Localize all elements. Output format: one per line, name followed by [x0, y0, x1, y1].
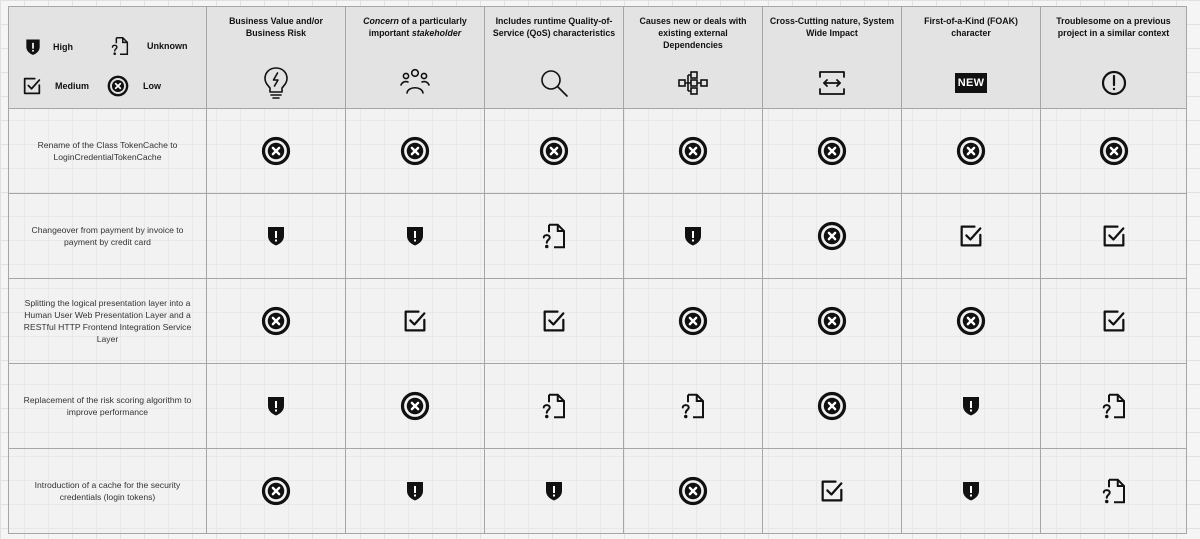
circle-x-icon	[1097, 134, 1131, 168]
shield-exclamation-icon	[676, 219, 710, 253]
checkbox-checked-icon	[537, 304, 571, 338]
rating-cell	[346, 449, 485, 534]
shield-exclamation-icon	[398, 474, 432, 508]
column-header	[485, 6, 624, 109]
rating-cell	[763, 109, 902, 194]
column-header	[346, 6, 485, 109]
circle-x-icon	[537, 134, 571, 168]
circle-x-icon	[676, 134, 710, 168]
shield-exclamation-icon	[398, 219, 432, 253]
column-title: Cross-Cutting nature, System Wide Impact	[769, 16, 895, 38]
magnifier-icon	[536, 65, 572, 101]
shield-exclamation-icon	[259, 219, 293, 253]
shield-exclamation-icon	[954, 474, 988, 508]
row-label	[8, 449, 207, 534]
column-header	[1041, 6, 1187, 109]
shield-exclamation-icon	[537, 474, 571, 508]
rating-cell	[207, 109, 346, 194]
circle-x-icon	[954, 134, 988, 168]
people-group-icon	[397, 65, 433, 101]
checkbox-checked-icon	[1097, 219, 1131, 253]
rating-cell	[1041, 364, 1187, 449]
circle-x-icon	[259, 134, 293, 168]
checkbox-checked-icon	[815, 474, 849, 508]
document-question-icon	[109, 35, 131, 57]
rating-cell	[207, 449, 346, 534]
rating-cell	[1041, 109, 1187, 194]
circle-x-icon	[815, 389, 849, 423]
column-title: First-of-a-Kind (FOAK) character	[924, 16, 1018, 38]
rating-cell	[763, 449, 902, 534]
circle-x-icon	[398, 134, 432, 168]
rating-cell	[346, 194, 485, 279]
row-label-text: Splitting the logical presentation layer into a Human User Web Presentation Layer and a RESTful HTTP Frontend Integration Service Layer	[23, 298, 192, 344]
legend-item-unknown	[109, 35, 188, 57]
column-title: Concern of a particularly important stakeholder	[363, 16, 467, 38]
rating-cell	[624, 279, 763, 364]
rating-cell	[902, 194, 1041, 279]
new-badge-icon	[953, 65, 989, 101]
document-question-icon	[537, 389, 571, 423]
column-title: Causes new or deals with existing external Dependencies	[639, 16, 747, 50]
circle-x-icon	[676, 304, 710, 338]
circle-x-icon	[259, 474, 293, 508]
row-label	[8, 364, 207, 449]
rating-cell	[485, 109, 624, 194]
rating-cell	[346, 109, 485, 194]
exclamation-circle-icon	[1096, 65, 1132, 101]
rating-cell	[485, 279, 624, 364]
legend	[8, 6, 207, 109]
column-header	[207, 6, 346, 109]
rating-cell	[207, 194, 346, 279]
legend-item-low	[107, 75, 161, 97]
rating-cell	[485, 364, 624, 449]
rating-cell	[1041, 279, 1187, 364]
row-label-text: Rename of the Class TokenCache to LoginCredentialTokenCache	[37, 140, 178, 162]
row-label-text: Introduction of a cache for the security credentials (login tokens)	[34, 480, 181, 502]
shield-exclamation-icon	[259, 389, 293, 423]
shield-exclamation-icon	[954, 389, 988, 423]
rating-cell	[346, 279, 485, 364]
rating-cell	[902, 364, 1041, 449]
rating-cell	[624, 194, 763, 279]
hierarchy-icon	[675, 65, 711, 101]
row-label	[8, 194, 207, 279]
rating-cell	[624, 364, 763, 449]
rating-cell	[902, 279, 1041, 364]
legend-item-high	[23, 37, 73, 57]
circle-x-icon	[398, 389, 432, 423]
rating-cell	[207, 364, 346, 449]
circle-x-icon	[107, 75, 129, 97]
circle-x-icon	[815, 304, 849, 338]
column-header	[902, 6, 1041, 109]
arrows-horizontal-box-icon	[814, 65, 850, 101]
legend-label: Unknown	[147, 41, 188, 51]
circle-x-icon	[954, 304, 988, 338]
legend-label: Low	[143, 81, 161, 91]
circle-x-icon	[259, 304, 293, 338]
column-header	[624, 6, 763, 109]
new-badge-label: NEW	[955, 73, 988, 93]
column-title: Troublesome on a previous project in a similar context	[1056, 16, 1171, 38]
lightbulb-icon	[258, 65, 294, 101]
rating-cell	[763, 194, 902, 279]
rating-cell	[624, 449, 763, 534]
document-question-icon	[676, 389, 710, 423]
rating-cell	[763, 279, 902, 364]
circle-x-icon	[676, 474, 710, 508]
rating-cell	[1041, 194, 1187, 279]
rating-cell	[485, 194, 624, 279]
column-header	[763, 6, 902, 109]
rating-cell	[485, 449, 624, 534]
row-label	[8, 279, 207, 364]
column-title: Business Value and/or Business Risk	[229, 16, 323, 38]
architectural-significance-matrix	[8, 6, 1200, 533]
column-title: Includes runtime Quality-of-Service (QoS) characteristics	[492, 16, 616, 38]
circle-x-icon	[815, 134, 849, 168]
rating-cell	[763, 364, 902, 449]
document-question-icon	[537, 219, 571, 253]
legend-label: Medium	[55, 81, 90, 91]
checkbox-checked-icon	[954, 219, 988, 253]
row-label-text: Changeover from payment by invoice to payment by credit card	[31, 225, 184, 247]
row-label	[8, 109, 207, 194]
row-label-text: Replacement of the risk scoring algorithm to improve performance	[23, 395, 192, 417]
checkbox-checked-icon	[21, 75, 43, 97]
shield-exclamation-icon	[23, 37, 43, 57]
document-question-icon	[1097, 389, 1131, 423]
checkbox-checked-icon	[1097, 304, 1131, 338]
rating-cell	[207, 279, 346, 364]
legend-label: High	[53, 42, 73, 52]
rating-cell	[902, 109, 1041, 194]
rating-cell	[346, 364, 485, 449]
rating-cell	[1041, 449, 1187, 534]
circle-x-icon	[815, 219, 849, 253]
document-question-icon	[1097, 474, 1131, 508]
rating-cell	[902, 449, 1041, 534]
checkbox-checked-icon	[398, 304, 432, 338]
legend-item-medium	[21, 75, 89, 97]
rating-cell	[624, 109, 763, 194]
